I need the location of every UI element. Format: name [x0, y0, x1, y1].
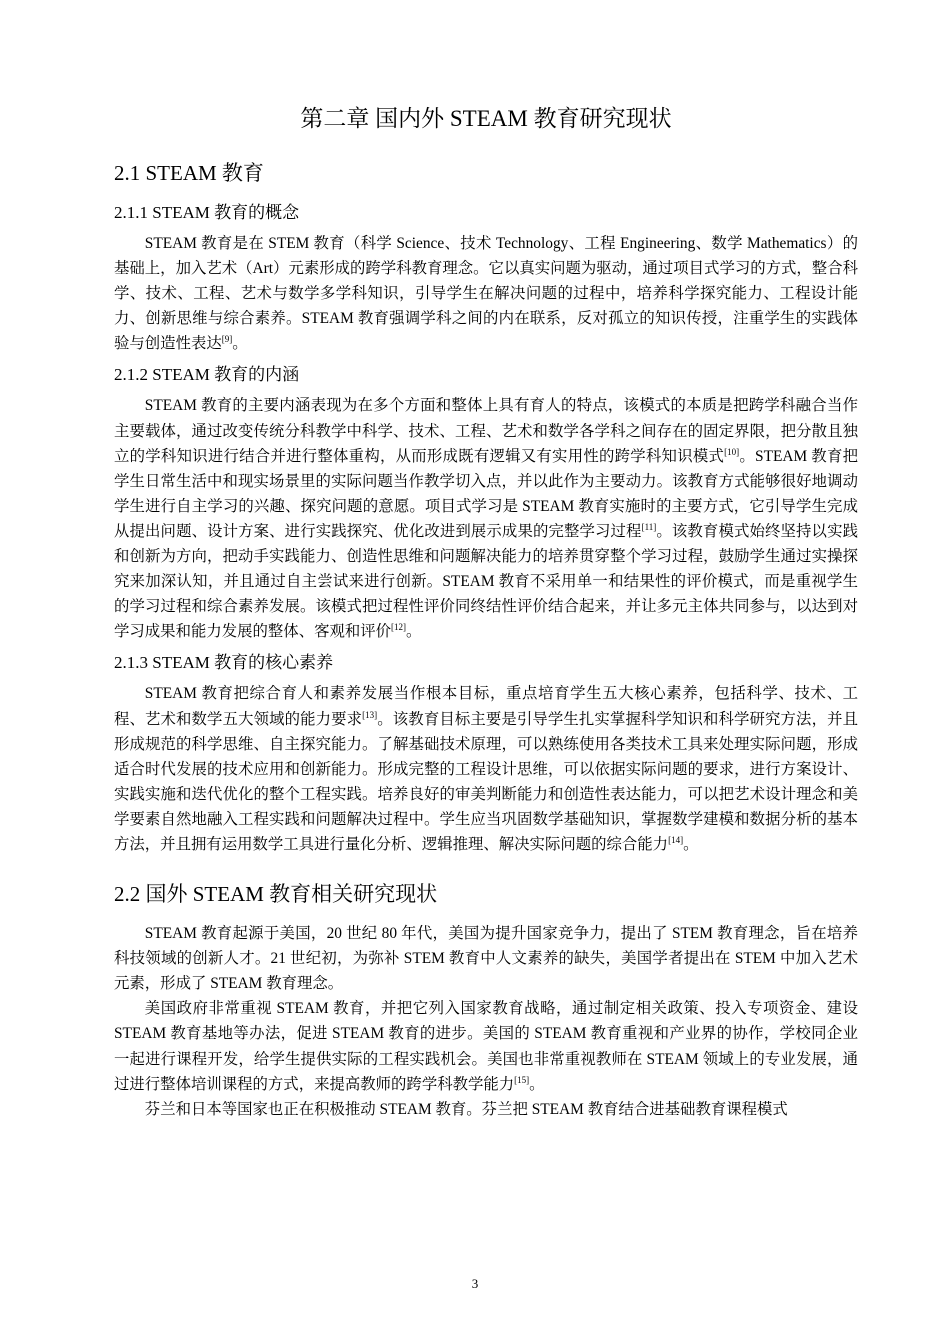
paragraph-text: 。该教育模式始终坚持以实践和创新为方向，把动手实践能力、创造性思维和问题解决能力的培养贯穿整个学习过程，鼓励学生通过实操探究来加深认知，并且通过自主尝试来进行创新。STEAM 教育不采用单一和结果性的评价模式，而是重视学生的学习过程和综合素养发展。该模式把过程性评价同终结性评价结合起来，并让多元主体共同参与，以达到对学习成果和能力发展的整体、客观和评价 — [114, 522, 858, 641]
citation-ref: [14] — [668, 834, 684, 845]
paragraph-text: 。 — [683, 835, 699, 853]
section-heading-2-1: 2.1 STEAM 教育 — [114, 161, 264, 185]
paragraph-text: 。该教育目标主要是引导学生扎实掌握科学知识和科学研究方法，并且形成规范的科学思维、自主探究能力。了解基础技术原理，可以熟练使用各类技术工具来处理实际问题，形成适合时代发展的技术应用和创新能力。形成完整的工程设计思维，可以依据实际问题的要求，进行方案设计、实践实施和迭代优化的整个工程实践。培养良好的审美判断能力和创造性表达能力，可以把艺术设计理念和美学要素自然地融入工程实践和问题解决过程中。学生应当巩固数学基础知识，掌握数学建模和数据分析的基本方法，并且拥有运用数学工具进行量化分析、逻辑推理、解决实际问题的综合能力 — [114, 710, 858, 853]
paragraph-text: 美国政府非常重视 STEAM 教育，并把它列入国家教育战略，通过制定相关政策、投入专项资金、建设 STEAM 教育基地等办法，促进 STEAM 教育的进步。美国的 STEAM 教育重视和产业界的协作，学校同企业一起进行课程开发，给学生提供实际的工程实践机会。美国也非常重视教师在 STEAM 领域上的专业发展，通过进行整体培训课程的方式，来提高教师的跨学科教学能力 — [114, 1000, 858, 1093]
paragraph-text: STEAM 教育把综合育人和素养发展当作根本目标，重点培育学生五大核心素养，包括科学、技术、工程、艺术和数学五大领域的能力要求 — [114, 685, 858, 728]
paragraph-us-policy — [114, 996, 858, 1096]
paragraph-text: 。 — [232, 335, 248, 353]
citation-ref: [15] — [514, 1074, 530, 1085]
paragraph-text: STEAM 教育是在 STEM 教育（科学 Science、技术 Technology、工程 Engineering、数学 Mathematics）的基础上，加入艺术（Art）元素形成的跨学科教育理念。它以真实问题为驱动，通过项目式学习的方式，整合科学、技术、工程、艺术与数学多学科知识，引导学生在解决问题的过程中，培养科学探究能力、工程设计能力、创新思维与综合素养。STEAM 教育强调学科之间的内在联系，反对孤立的知识传授，注重学生的实践体验与创造性表达 — [114, 235, 858, 353]
paragraph-text: STEAM 教育的主要内涵表现为在多个方面和整体上具有育人的特点，该模式的本质是把跨学科融合当作主要载体，通过改变传统分科教学中科学、技术、工程、艺术和数学各学科之间存在的固定界限，把分散且独立的学科知识进行结合并进行整体重构，从而形成既有逻辑又有实用性的跨学科知识模式 — [114, 397, 858, 465]
subsection-heading-2-1-3: 2.1.3 STEAM 教育的核心素养 — [114, 653, 334, 673]
section-heading-2-2: 2.2 国外 STEAM 教育相关研究现状 — [114, 882, 438, 907]
citation-ref: [9] — [221, 334, 233, 345]
paragraph-steam-concept — [114, 231, 858, 356]
chapter-title: 第二章 国内外 STEAM 教育研究现状 — [300, 106, 672, 131]
page-number: 3 — [471, 1276, 479, 1291]
citation-ref: [12] — [391, 622, 407, 633]
subsection-heading-2-1-2: 2.1.2 STEAM 教育的内涵 — [114, 365, 300, 385]
citation-ref: [10] — [724, 446, 740, 457]
subsection-heading-2-1-1: 2.1.1 STEAM 教育的概念 — [114, 203, 300, 222]
paragraph-origin: STEAM 教育起源于美国，20 世纪 80 年代，美国为提升国家竞争力，提出了 STEM 教育理念，旨在培养科技领域的创新人才。21 世纪初，为弥补 STEM 教育中人文素养的缺失，美国学者提出在 STEM 中加入艺术元素，形成了 STEAM 教育理念。 — [114, 925, 858, 993]
paragraph-steam-connotation — [114, 393, 858, 644]
paragraph-text: 。 — [529, 1075, 545, 1093]
paragraph-core-literacy — [114, 681, 858, 857]
paragraph-text: 。 — [406, 623, 422, 641]
paragraph-text: 。STEAM 教育把学生日常生活中和现实场景里的实际问题当作教学切入点，并以此作为主要动力。该教育方式能够很好地调动学生进行自主学习的兴趣、探究问题的意愿。项目式学习是 STEAM 教育实施时的主要方式，它引导学生完成从提出问题、设计方案、进行实践探究、优化改进到展示成果的完整学习过程 — [114, 447, 858, 540]
citation-ref: [11] — [641, 521, 657, 532]
citation-ref: [13] — [362, 709, 378, 720]
paragraph-finland-japan: 芬兰和日本等国家也正在积极推动 STEAM 教育。芬兰把 STEAM 教育结合进基础教育课程模式 — [144, 1100, 788, 1118]
